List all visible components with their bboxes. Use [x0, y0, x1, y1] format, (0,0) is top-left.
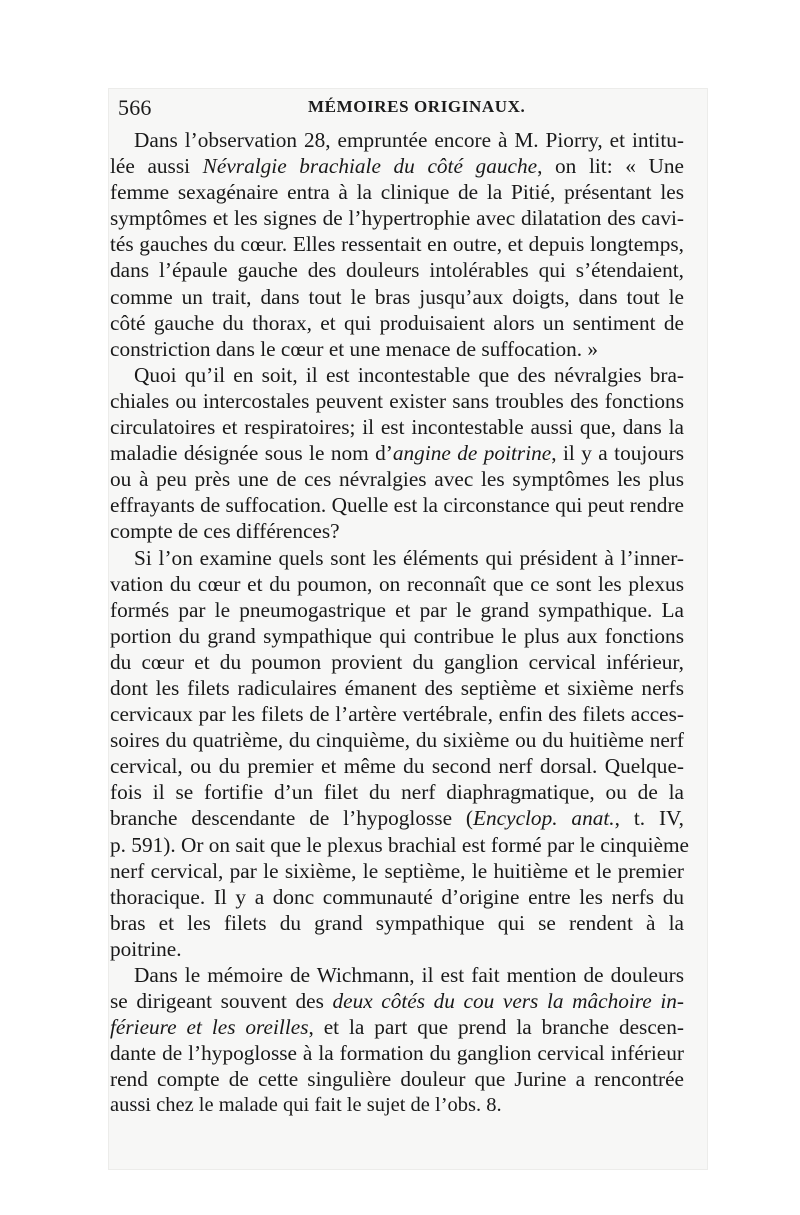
text-line — [110, 153, 684, 179]
text-line: nerf cervical, par le sixième, le septième, le huitième et le premier — [110, 858, 684, 883]
text-line: Si l’on examine quels sont les éléments qui président à l’inner- — [134, 545, 684, 570]
italic-quotation: férieure et les oreilles — [110, 1015, 309, 1040]
text-line: Quoi qu’il en soit, il est incontestable que des névralgies bra- — [134, 362, 684, 387]
text-line — [110, 1014, 684, 1040]
text-fragment: se dirigeant souvent des — [110, 989, 333, 1014]
text-line: cervical, ou du premier et même du second nerf dorsal. Quelque- — [110, 754, 684, 779]
italic-quotation: deux côtés du cou vers la mâchoire in- — [332, 989, 685, 1014]
text-line: dans l’épaule gauche des douleurs intolérables qui s’étendaient, — [110, 258, 684, 283]
text-line: thoracique. Il y a donc communauté d’origine entre les nerfs du — [110, 884, 684, 909]
italic-title: Névralgie brachiale du côté gauche — [202, 154, 538, 179]
text-line: effrayants de suffocation. Quelle est la circonstance qui peut rendre — [110, 493, 684, 518]
text-line: Dans le mémoire de Wichmann, il est fait mention de douleurs — [134, 963, 684, 987]
text-line: Dans l’observation 28, empruntée encore à M. Piorry, et intitu- — [134, 128, 684, 152]
text-line — [110, 988, 684, 1014]
text-line: circulatoires et respiratoires; il est incontestable aussi que, dans la — [110, 415, 684, 440]
text-line: compte de ces différences? — [110, 519, 340, 544]
text-line: constriction dans le cœur et une menace de suffocation. » — [110, 336, 599, 361]
text-line: portion du grand sympathique qui contribue le plus aux fonctions — [110, 623, 684, 648]
text-line: tés gauches du cœur. Elles ressentait en outre, et depuis longtemps, — [110, 232, 684, 257]
text-line: fois il se fortifie d’un filet du nerf diaphragmatique, ou de la — [110, 780, 684, 805]
text-line: symptômes et les signes de l’hypertrophie avec dilatation des cavi- — [110, 206, 684, 231]
text-line: comme un trait, dans tout le bras jusqu’aux doigts, dans tout le — [110, 284, 684, 309]
text-fragment: , t. IV, — [614, 806, 684, 831]
text-line: chiales ou intercostales peuvent exister sans troubles des fonctions — [110, 388, 684, 413]
page-number: 566 — [118, 95, 152, 120]
text-line: dante de l’hypoglosse à la formation du ganglion cervical inférieur — [110, 1041, 684, 1066]
italic-reference: Encyclop. anat. — [473, 806, 615, 831]
italic-term: angine de poitrine — [392, 441, 552, 466]
text-line: p. 591). Or on sait que le plexus brachial est formé par le cinquième — [110, 832, 689, 857]
text-line: aussi chez le malade qui fait le sujet de l’obs. 8. — [110, 1094, 502, 1117]
text-fragment: branche descendante de l’hypoglosse ( — [110, 806, 473, 831]
text-fragment: lée aussi — [110, 154, 203, 179]
text-fragment: , il y a toujours — [551, 441, 684, 466]
text-line: côté gauche du thorax, et qui produisaient alors un sentiment de — [110, 310, 684, 335]
text-line: dont les filets radiculaires émanent des septième et sixième nerfs — [110, 675, 684, 700]
text-line: poitrine. — [110, 936, 182, 961]
running-head: MÉMOIRES ORIGINAUX. — [308, 97, 526, 116]
text-line: soires du quatrième, du cinquième, du sixième ou du huitième nerf — [110, 728, 684, 753]
text-fragment: , on lit: « Une — [537, 154, 684, 179]
body-text — [110, 127, 689, 1119]
text-line: ou à peu près une de ces névralgies avec les symptômes les plus — [110, 467, 684, 492]
text-fragment: maladie désignée sous le nom d’ — [110, 441, 393, 466]
text-line — [110, 440, 684, 466]
text-line: femme sexagénaire entra à la clinique de la Pitié, présentant les — [110, 180, 684, 205]
text-line: du cœur et du poumon provient du ganglion cervical inférieur, — [110, 649, 684, 674]
text-line: bras et les filets du grand sympathique qui se rendent à la — [110, 910, 684, 935]
text-line: rend compte de cette singulière douleur que Jurine a rencontrée — [110, 1067, 684, 1092]
text-line — [110, 805, 684, 831]
page-header — [118, 95, 683, 125]
text-line: formés par le pneumogastrique et par le grand sympathique. La — [110, 597, 684, 622]
text-line: vation du cœur et du poumon, on reconnaît que ce sont les plexus — [110, 571, 684, 596]
text-line: cervicaux par les filets de l’artère vertébrale, enfin des filets acces- — [110, 702, 684, 727]
text-fragment: , et la part que prend la branche descen- — [308, 1015, 684, 1040]
